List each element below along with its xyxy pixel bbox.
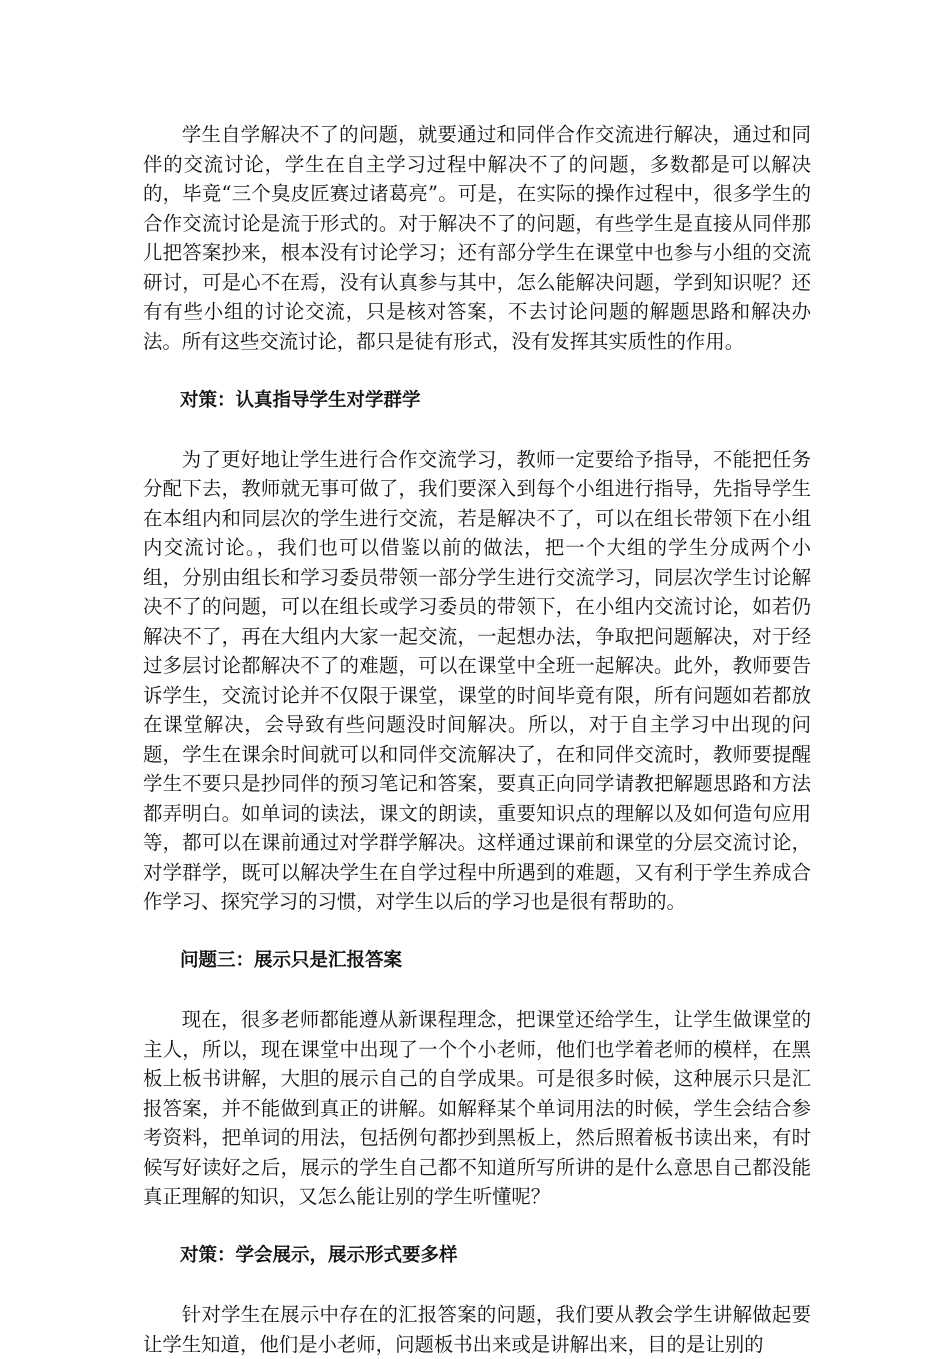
paragraph-problem-three: 现在，很多老师都能遵从新课程理念，把课堂还给学生，让学生做课堂的主人，所以，现在课堂中出现了一个个小老师，他们也学着老师的模样，在黑板上板书讲解，大胆的展示自己的自学成果。可是很多时候，这种展示只是汇报答案，并不能做到真正的讲解。如解释某个单词用法的时候，学生会结合参考资料，把单词的用法，包括例句都抄到黑板上，然后照着板书读出来，有时候写好读好之后，展示的学生自己都不知道所写所讲的是什么意思自己都没能真正理解的知识，又怎么能让别的学生听懂呢？ <box>143 1008 811 1208</box>
heading-strategy-presentation: 对策：学会展示，展示形式要多样 <box>180 1245 458 1266</box>
paragraph-strategy-peer-learning: 为了更好地让学生进行合作交流学习，教师一定要给予指导，不能把任务分配下去，教师就无事可做了，我们要深入到每个小组进行指导，先指导学生在本组内和同层次的学生进行交流，若是解决不了，可以在组长带领下在小组内交流讨论。，我们也可以借鉴以前的做法，把一个大组的学生分成两个小组，分别由组长和学习委员带领一部分学生进行交流学习，同层次学生讨论解决不了的问题，可以在组长或学习委员的带领下，在小组内交流讨论，如若仍解决不了，再在大组内大家一起交流，一起想办法，争取把问题解决，对于经过多层讨论都解决不了的难题，可以在课堂中全班一起解决。此外，教师要告诉学生，交流讨论并不仅限于课堂，课堂的时间毕竟有限，所有问题如若都放在课堂解决，会导致有些问题没时间解决。所以，对于自主学习中出现的问题，学生在课余时间就可以和同伴交流解决了，在和同伴交流时，教师要提醒学生不要只是抄同伴的预习笔记和答案，要真正向同学请教把解题思路和方法都弄明白。如单词的读法，课文的朗读，重要知识点的理解以及如何造句应用等，都可以在课前通过对学群学解决。这样通过课前和课堂的分层交流讨论，对学群学，既可以解决学生在自学过程中所遇到的难题，又有利于学生养成合作学习、探究学习的习惯，对学生以后的学习也是很有帮助的。 <box>143 447 811 913</box>
paragraph-cooperation-problem: 学生自学解决不了的问题，就要通过和同伴合作交流进行解决，通过和同伴的交流讨论，学生在自主学习过程中解决不了的问题，多数都是可以解决的，毕竟“三个臭皮匠赛过诸葛亮”。可是，在实际的操作过程中，很多学生的合作交流讨论是流于形式的。对于解决不了的问题，有些学生是直接从同伴那儿把答案抄来，根本没有讨论学习；还有部分学生在课堂中也参与小组的交流研讨，可是心不在焉，没有认真参与其中，怎么能解决问题，学到知识呢？还有有些小组的讨论交流，只是核对答案，不去讨论问题的解题思路和解决办法。所有这些交流讨论，都只是徒有形式，没有发挥其实质性的作用。 <box>143 123 811 353</box>
paragraph-strategy-presentation: 针对学生在展示中存在的汇报答案的问题，我们要从教会学生讲解做起要让学生知道，他们是小老师，问题板书出来或是讲解出来，目的是让别的 <box>143 1303 811 1356</box>
spacer <box>143 917 811 947</box>
spacer <box>143 1271 811 1301</box>
heading-strategy-peer-learning: 对策：认真指导学生对学群学 <box>180 389 421 411</box>
spacer <box>143 976 811 1006</box>
spacer <box>143 415 811 445</box>
spacer <box>143 1212 811 1242</box>
spacer <box>143 356 811 386</box>
document-page <box>143 120 811 1359</box>
heading-problem-three: 问题三：展示只是汇报答案 <box>180 950 403 971</box>
